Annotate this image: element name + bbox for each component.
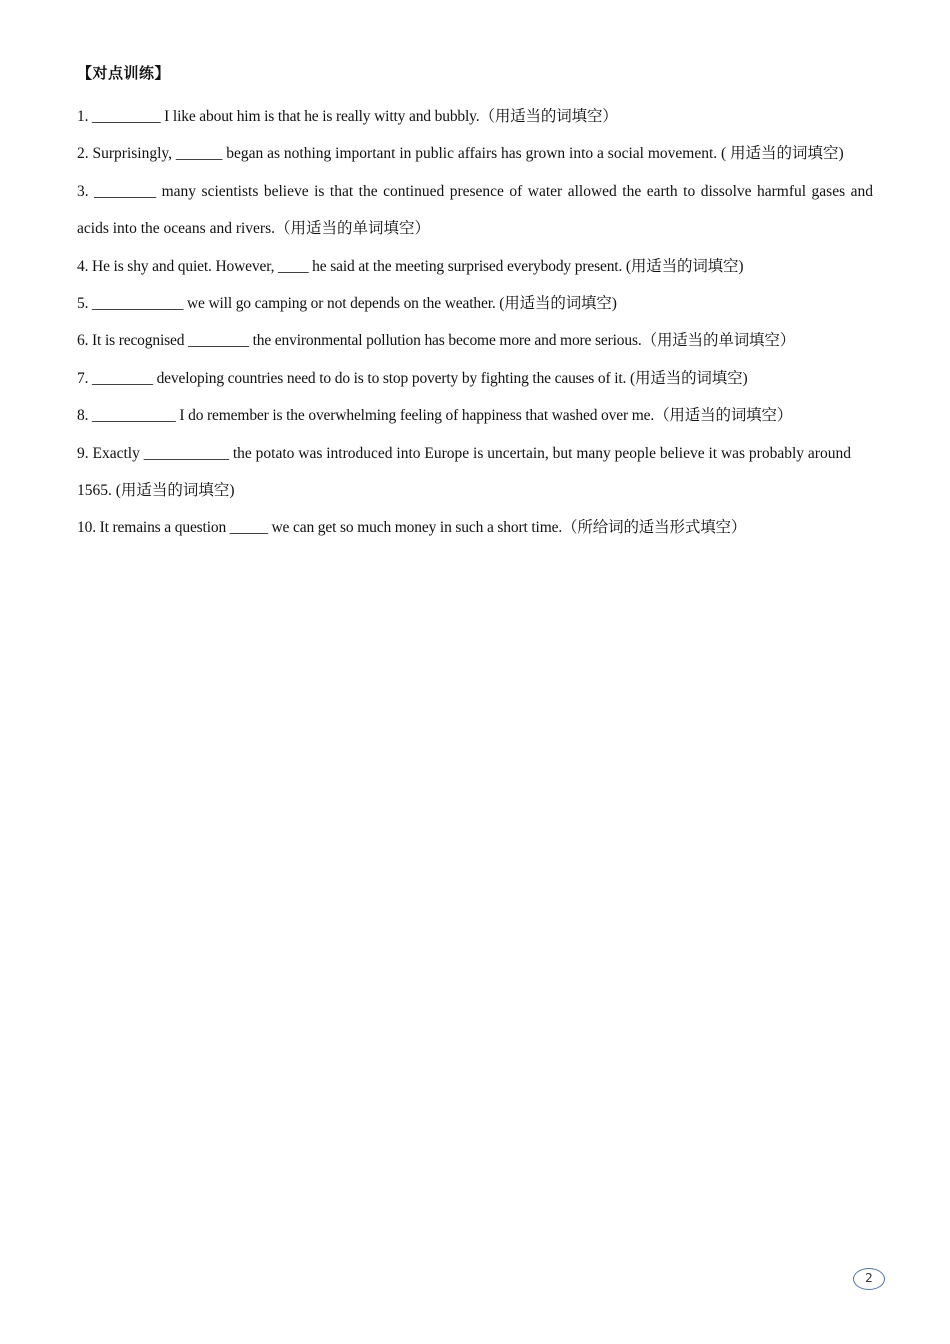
question-item-6: 6. It is recognised ________ the environmental pollution has become more and more serious.（用适当的单词填空） — [77, 332, 796, 350]
question-item-8: 8. ___________ I do remember is the overwhelming feeling of happiness that washed over me.（用适当的词填空） — [77, 407, 793, 425]
question-item-9: 9. Exactly ___________ the potato was introduced into Europe is uncertain, but many people believe it was probably around 1565. (用适当的词填空) — [77, 444, 851, 500]
question-list — [77, 98, 873, 547]
question-item-1: 1. _________ I like about him is that he is really witty and bubbly.（用适当的词填空） — [77, 108, 618, 125]
question-item-2: 2. Surprisingly, ______ began as nothing important in public affairs has grown into a social movement. ( 用适当的词填空) — [77, 145, 844, 163]
page-number-badge: 2 — [853, 1268, 885, 1290]
question-item-10: 10. It remains a question _____ we can get so much money in such a short time.（所给词的适当形式填空） — [77, 519, 747, 537]
section-heading: 【对点训练】 — [77, 64, 171, 82]
question-item-4: 4. He is shy and quiet. However, ____ he said at the meeting surprised everybody present. (用适当的词填空) — [77, 257, 744, 275]
question-item-3: 3. ________ many scientists believe is that the continued presence of water allowed the earth to dissolve harmful gases and acids into the oceans and rivers.（用适当的单词填空） — [77, 182, 873, 238]
question-item-5: 5. ____________ we will go camping or not depends on the weather. (用适当的词填空) — [77, 295, 617, 313]
question-item-7: 7. ________ developing countries need to do is to stop poverty by fighting the causes of it. (用适当的词填空) — [77, 369, 748, 387]
